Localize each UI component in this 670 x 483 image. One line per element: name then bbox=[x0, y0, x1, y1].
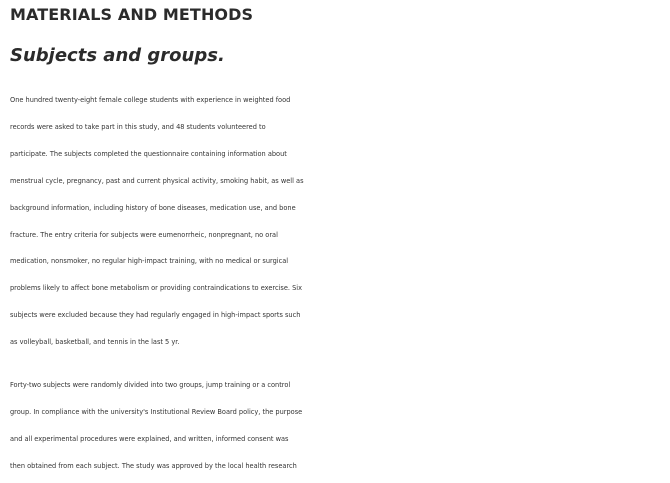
text-line: and all experimental procedures were explained, and written, informed consent was bbox=[10, 434, 289, 443]
text-line: participate. The subjects completed the questionnaire containing information about bbox=[10, 149, 287, 158]
paragraph-subjects bbox=[10, 87, 666, 356]
section-heading: MATERIALS AND METHODS bbox=[10, 5, 254, 24]
text-line: menstrual cycle, pregnancy, past and current physical activity, smoking habit, as well as bbox=[10, 176, 304, 185]
text-line: Forty-two subjects were randomly divided into two groups, jump training or a control bbox=[10, 381, 291, 389]
text-line: One hundred twenty-eight female college students with experience in weighted food bbox=[10, 96, 291, 104]
text-line: group. In compliance with the university's Institutional Review Board policy, the purpose bbox=[10, 407, 303, 416]
text-line: then obtained from each subject. The study was approved by the local health research bbox=[10, 461, 297, 470]
text-line: problems likely to affect bone metabolism or providing contraindications to exercise. Six bbox=[10, 284, 303, 293]
text-line: subjects were excluded because they had regularly engaged in high-impact sports such bbox=[10, 311, 301, 320]
text-line: medication, nonsmoker, no regular high-impact training, with no medical or surgical bbox=[10, 257, 289, 266]
text-line: records were asked to take part in this study, and 48 students volunteered to bbox=[10, 122, 266, 131]
text-line: background information, including history of bone diseases, medication use, and bone bbox=[10, 203, 296, 212]
subsection-heading: Subjects and groups. bbox=[10, 45, 225, 66]
text-line: fracture. The entry criteria for subjects were eumenorrheic, nonpregnant, no oral bbox=[10, 230, 278, 239]
text-line: as volleyball, basketball, and tennis in the last 5 yr. bbox=[10, 338, 180, 347]
paragraph-groups bbox=[10, 372, 666, 480]
